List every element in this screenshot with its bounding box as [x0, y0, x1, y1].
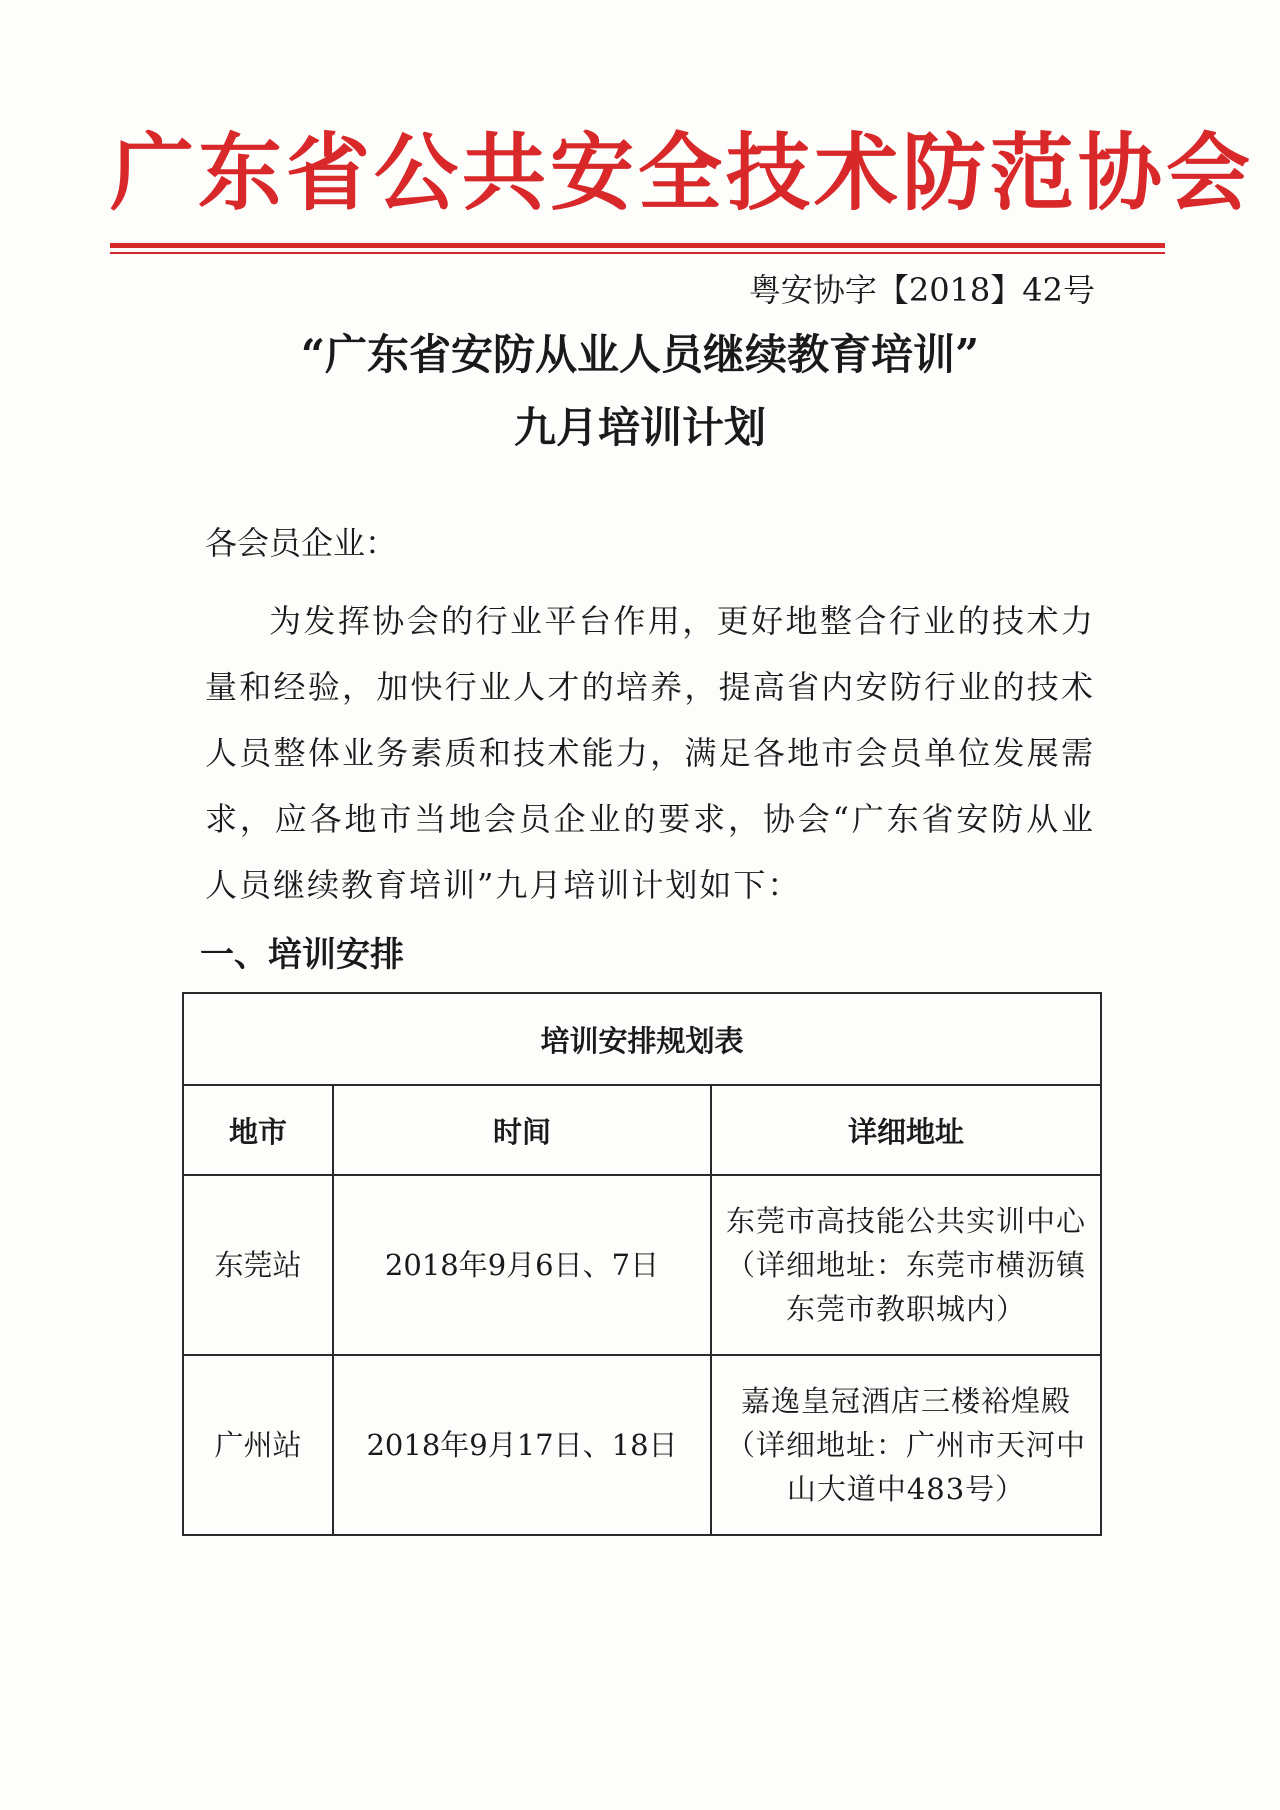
table-row: [183, 1355, 1101, 1535]
letterhead-red-rule-thin: [110, 252, 1165, 254]
cell-city: 广州站: [183, 1355, 333, 1535]
document-number: 粤安协字【2018】42号: [748, 271, 1095, 309]
document-title-line-1: “广东省安防从业人员继续教育培训”: [300, 330, 980, 379]
cell-date: 2018年9月6日、7日: [333, 1175, 711, 1355]
body-paragraph: 为发挥协会的行业平台作用，更好地整合行业的技术力量和经验，加快行业人才的培养，提高省内安防行业的技术人员整体业务素质和技术能力，满足各地市会员单位发展需求，应各地市当地会员企业的要求，协会“广东省安防从业人员继续教育培训”九月培训计划如下：: [205, 602, 1095, 904]
column-header-date: 时间: [333, 1085, 711, 1175]
cell-address: 嘉逸皇冠酒店三楼裕煌殿（详细地址：广州市天河中山大道中483号）: [711, 1355, 1101, 1535]
document-title-line-2: 九月培训计划: [513, 403, 766, 452]
table-header-row: [183, 1085, 1101, 1175]
section-heading-training-arrangement: 一、培训安排: [200, 935, 404, 975]
cell-address: 东莞市高技能公共实训中心（详细地址：东莞市横沥镇东莞市教职城内）: [711, 1175, 1101, 1355]
letterhead-red-rule: [110, 243, 1165, 248]
letterhead-org-name: 广东省公共安全技术防范协会: [110, 123, 1255, 222]
table-caption: 培训安排规划表: [183, 993, 1101, 1085]
cell-date: 2018年9月17日、18日: [333, 1355, 711, 1535]
table-row: [183, 1175, 1101, 1355]
cell-city: 东莞站: [183, 1175, 333, 1355]
salutation: 各会员企业：: [205, 524, 398, 562]
column-header-city: 地市: [183, 1085, 333, 1175]
training-schedule-table: [182, 992, 1102, 1536]
column-header-address: 详细地址: [711, 1085, 1101, 1175]
